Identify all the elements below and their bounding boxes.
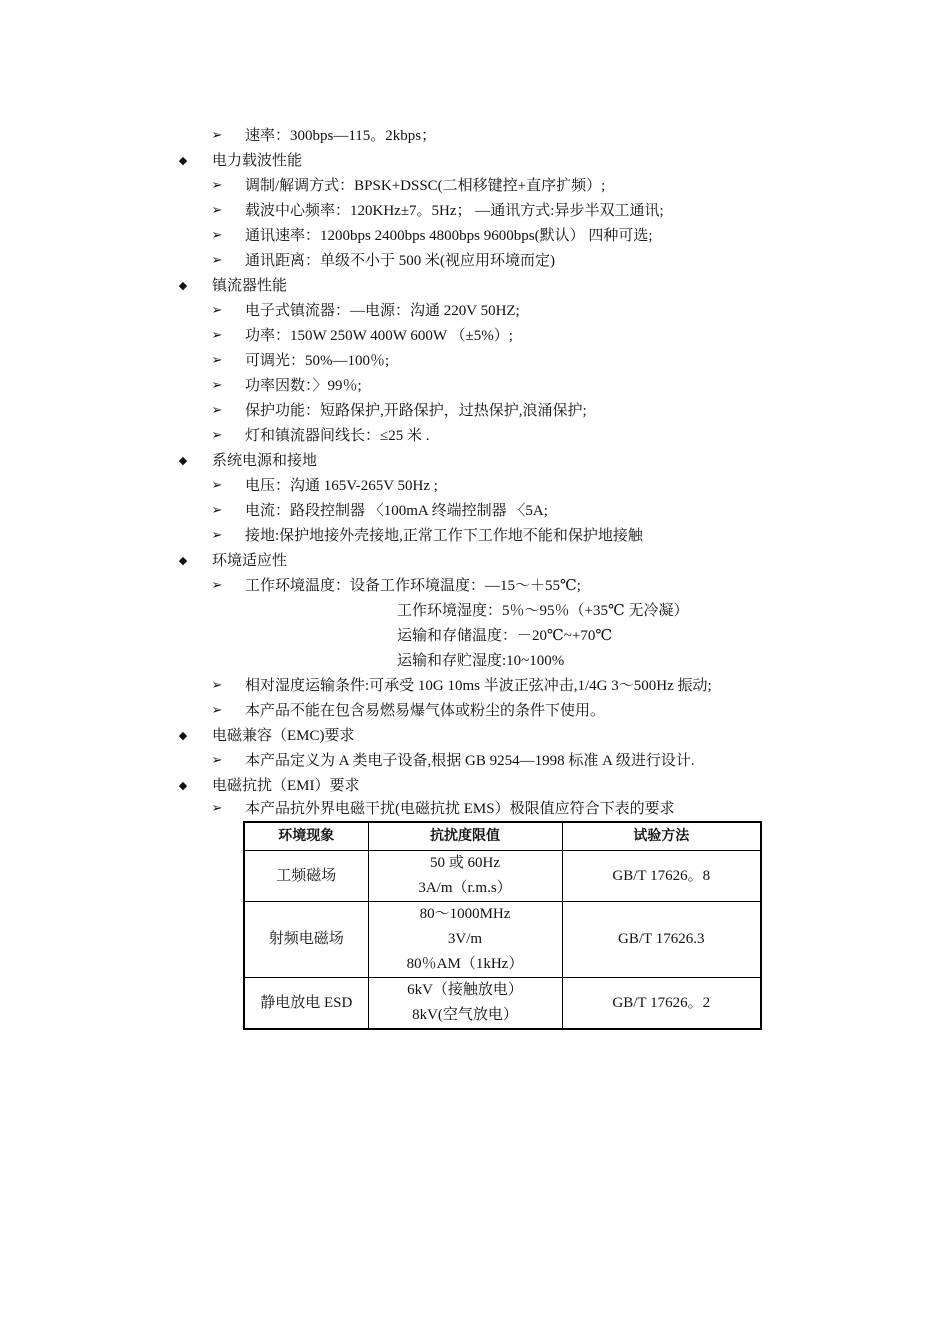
limit-line: 3V/m <box>447 931 483 947</box>
section-heading: 系统电源和接地 <box>212 453 318 469</box>
arrow-bullet-icon: ➢ <box>211 228 223 243</box>
arrow-bullet-icon: ➢ <box>211 801 223 816</box>
spec-item: 可调光：50%—100％; <box>245 353 390 369</box>
spec-item: 本产品不能在包含易燃易爆气体或粉尘的条件下使用。 <box>245 703 606 719</box>
table-header-cell: 试验方法 <box>562 822 761 851</box>
arrow-bullet-icon: ➢ <box>211 178 223 193</box>
arrow-bullet-icon: ➢ <box>211 478 223 493</box>
arrow-bullet-icon: ➢ <box>211 303 223 318</box>
arrow-bullet-icon: ➢ <box>211 678 223 693</box>
table-row <box>244 978 761 1030</box>
arrow-bullet-icon: ➢ <box>211 378 223 393</box>
table-header-cell: 环境现象 <box>244 822 368 851</box>
arrow-bullet-icon: ➢ <box>211 203 223 218</box>
spec-continuation: 运输和存储温度：－20℃~+70℃ <box>397 628 613 644</box>
limit-cell <box>368 978 562 1030</box>
arrow-bullet-icon: ➢ <box>211 528 223 543</box>
section-heading: 电磁兼容（EMC)要求 <box>212 728 355 744</box>
arrow-bullet-icon: ➢ <box>211 703 223 718</box>
spec-item: 电子式镇流器：—电源：沟通 220V 50HZ; <box>245 303 520 319</box>
section-heading: 电磁抗扰（EMI）要求 <box>212 778 360 794</box>
section-heading: 镇流器性能 <box>212 278 288 294</box>
diamond-bullet-icon: ◆ <box>178 729 188 742</box>
diamond-bullet-icon: ◆ <box>178 454 188 467</box>
limit-line: 50 或 60Hz <box>430 855 500 871</box>
phenomenon-cell: 射频电磁场 <box>244 902 368 978</box>
arrow-bullet-icon: ➢ <box>211 428 223 443</box>
diamond-bullet-icon: ◆ <box>178 779 188 792</box>
emi-limits-table <box>243 821 762 1030</box>
limit-cell <box>368 851 562 902</box>
arrow-bullet-icon: ➢ <box>211 353 223 368</box>
limit-line: 80％AM（1kHz） <box>406 956 524 972</box>
spec-item: 速率：300bps—115。2kbps； <box>245 128 437 144</box>
method-cell: GB/T 17626.3 <box>562 902 761 978</box>
spec-item: 保护功能：短路保护,开路保护，过热保护,浪涌保护; <box>245 403 587 419</box>
table-header-row <box>244 822 761 851</box>
table-row <box>244 851 761 902</box>
diamond-bullet-icon: ◆ <box>178 154 188 167</box>
spec-item: 电流：路段控制器 〈100mA 终端控制器 〈5A; <box>245 503 548 519</box>
arrow-bullet-icon: ➢ <box>211 253 223 268</box>
spec-item: 本产品抗外界电磁干扰(电磁抗扰 EMS）极限值应符合下表的要求 <box>245 801 675 817</box>
diamond-bullet-icon: ◆ <box>178 279 188 292</box>
table-row <box>244 902 761 978</box>
spec-item: 通讯距离：单级不小于 500 米(视应用环境而定) <box>245 253 555 269</box>
limit-line: 8kV(空气放电） <box>412 1007 518 1023</box>
spec-continuation: 工作环境湿度：5％～95％（+35℃ 无冷凝） <box>397 603 689 619</box>
spec-item: 接地:保护地接外壳接地,正常工作下工作地不能和保护地接触 <box>245 528 643 544</box>
section-heading: 电力载波性能 <box>212 153 303 169</box>
arrow-bullet-icon: ➢ <box>211 578 223 593</box>
limit-cell <box>368 902 562 978</box>
limit-line: 80～1000MHz <box>419 906 511 922</box>
spec-item: 通讯速率：1200bps 2400bps 4800bps 9600bps(默认） 四种可选; <box>245 228 653 244</box>
spec-continuation: 运输和存贮湿度:10~100% <box>397 653 565 669</box>
arrow-bullet-icon: ➢ <box>211 503 223 518</box>
spec-item: 电压：沟通 165V-265V 50Hz ; <box>245 478 438 494</box>
spec-item: 工作环境温度：设备工作环境温度：—15～＋55℃; <box>245 578 581 594</box>
arrow-bullet-icon: ➢ <box>211 753 223 768</box>
method-cell: GB/T 17626。8 <box>562 851 761 902</box>
spec-item: 本产品定义为 A 类电子设备,根据 GB 9254—1998 标准 A 级进行设计. <box>245 753 695 769</box>
limit-line: 6kV（接触放电） <box>407 982 523 998</box>
spec-item: 功率：150W 250W 400W 600W （±5%）; <box>245 328 513 344</box>
limit-line: 3A/m（r.m.s） <box>418 880 512 896</box>
spec-item: 功率因数：〉99％; <box>245 378 362 394</box>
section-heading: 环境适应性 <box>212 553 288 569</box>
method-cell: GB/T 17626。2 <box>562 978 761 1030</box>
phenomenon-cell: 工频磁场 <box>244 851 368 902</box>
spec-item: 载波中心频率：120KHz±7。5Hz； —通讯方式:异步半双工通讯; <box>245 203 664 219</box>
diamond-bullet-icon: ◆ <box>178 554 188 567</box>
phenomenon-cell: 静电放电 ESD <box>244 978 368 1030</box>
table-header-cell: 抗扰度限值 <box>368 822 562 851</box>
spec-item: 相对湿度运输条件:可承受 10G 10ms 半波正弦冲击,1/4G 3～500Hz 振动; <box>245 678 712 694</box>
arrow-bullet-icon: ➢ <box>211 328 223 343</box>
arrow-bullet-icon: ➢ <box>211 128 223 143</box>
arrow-bullet-icon: ➢ <box>211 403 223 418</box>
spec-item: 调制/解调方式：BPSK+DSSC(二相移键控+直序扩频）; <box>245 178 606 194</box>
spec-item: 灯和镇流器间线长：≤25 米 . <box>245 428 430 444</box>
